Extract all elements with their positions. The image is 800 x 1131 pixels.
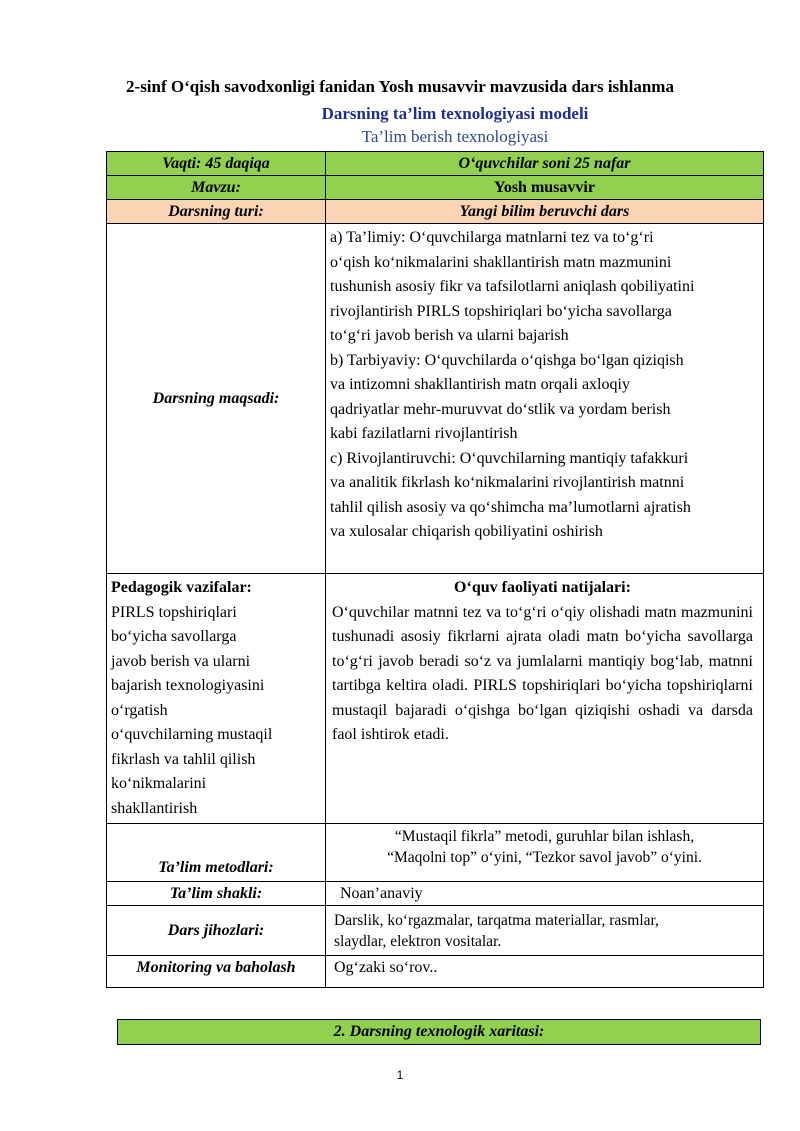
pedagogical-task-line: javob berish va ularni — [111, 652, 251, 670]
learning-results-title: O‘quv faoliyati natijalari: — [454, 579, 631, 596]
equipment-line: Darslik, ko‘rgazmalar, tarqatma materiallar, rasmlar, — [334, 911, 659, 929]
page-number: 1 — [396, 1068, 404, 1082]
pedagogical-task-line: bajarish texnologiyasini — [111, 677, 265, 694]
lesson-type-value: Yangi bilim beruvchi dars — [326, 200, 764, 224]
methods-line: “Maqolni top” o‘yini, “Tezkor savol javob” o‘yini. — [387, 849, 702, 866]
table-row — [107, 574, 764, 824]
goal-line: b) Tarbiyaviy: O‘quvchilarda o‘qishga bo‘lgan qiziqish — [330, 351, 684, 369]
learning-results-cell — [326, 574, 764, 824]
goal-line: qadriyatlar mehr-muruvvat do‘stlik va yordam berish — [330, 400, 671, 418]
equipment-line: slaydlar, elektron vositalar. — [334, 932, 502, 950]
form-label: Ta’lim shakli: — [107, 882, 326, 906]
lesson-model-table — [106, 151, 764, 988]
methods-value — [326, 824, 764, 882]
goal-line: tushunish asosiy fikr va tafsilotlarni aniqlash qobiliyatini — [330, 278, 695, 295]
table-row — [107, 224, 764, 574]
goal-line: a) Ta’limiy: O‘quvchilarga matnlarni tez va to‘g‘ri — [330, 229, 654, 246]
equipment-label: Dars jihozlari: — [107, 906, 326, 956]
pedagogical-task-line: o‘rgatish — [111, 701, 168, 719]
learning-results-text: O‘quvchilar matnni tez va to‘g‘ri o‘qiy olishadi matn mazmunini tushunadi asosiy fikrlarni ajrata oladi matn bo‘yicha savollarga to‘g‘ri javob beradi so‘z va jumlalarni mantiqiy bog‘lab, matnni tartibga keltira oladi. PIRLS topshiriqlari bo‘yicha topshiriqlarni mustaqil bajaradi o‘qishga bo‘lgan qiziqishi oshadi va darsda faol ishtirok etadi. — [332, 603, 753, 743]
form-value: Noan’anaviy — [326, 882, 764, 906]
table-row — [107, 906, 764, 956]
goal-line: va xulosalar chiqarish qobiliyatini oshirish — [330, 523, 603, 540]
table-row — [107, 176, 764, 200]
document-title: 2-sinf O‘qish savodxonligi fanidan Yosh musavvir mavzusida dars ishlanma — [126, 77, 674, 96]
monitoring-value: Og‘zaki so‘rov.. — [326, 956, 764, 988]
methods-label: Ta’lim metodlari: — [107, 824, 326, 882]
equipment-value — [326, 906, 764, 956]
pedagogical-task-line: fikrlash va tahlil qilish — [111, 750, 256, 768]
pedagogical-task-line: ko‘nikmalarini — [111, 775, 207, 792]
pedagogical-task-line: o‘quvchilarning mustaqil — [111, 726, 273, 743]
pedagogical-task-line: shakllantirish — [111, 799, 198, 817]
goal-line: va intizomni shakllantirish matn orqali axloqiy — [330, 376, 630, 393]
pedagogical-task-line: bo‘yicha savollarga — [111, 628, 237, 645]
topic-value: Yosh musavvir — [326, 176, 764, 200]
pedagogical-tasks-title: Pedagogik vazifalar: — [111, 579, 252, 596]
time-cell: Vaqti: 45 daqiqa — [107, 152, 326, 176]
table-row — [107, 882, 764, 906]
topic-label: Mavzu: — [107, 176, 326, 200]
goal-line: c) Rivojlantiruvchi: O‘quvchilarning mantiqiy tafakkuri — [330, 449, 689, 467]
technology-subtitle: Ta’lim berish texnologiyasi — [361, 127, 549, 146]
goal-text — [326, 224, 764, 574]
students-count-cell: O‘quvchilar soni 25 nafar — [326, 152, 764, 176]
table-row — [107, 824, 764, 882]
goal-line: rivojlantirish PIRLS topshiriqlari bo‘yicha savollarga — [330, 302, 672, 320]
goal-line: tahlil qilish asosiy va qo‘shimcha ma’lumotlarni ajratish — [330, 498, 691, 516]
monitoring-label: Monitoring va baholash — [107, 956, 326, 988]
goal-line: o‘qish ko‘nikmalarini shakllantirish matn mazmunini — [330, 253, 672, 271]
methods-line: “Mustaqil fikrla” metodi, guruhlar bilan ishlash, — [394, 828, 695, 845]
model-subtitle: Darsning ta’lim texnologiyasi modeli — [321, 104, 589, 123]
pedagogical-tasks-cell — [107, 574, 326, 824]
table-row — [107, 200, 764, 224]
goal-label: Darsning maqsadi: — [107, 224, 326, 574]
lesson-type-label: Darsning turi: — [107, 200, 326, 224]
goal-line: to‘g‘ri javob berish va ularni bajarish — [330, 327, 569, 344]
goal-line: kabi fazilatlarni rivojlantirish — [330, 425, 518, 442]
table-row — [107, 956, 764, 988]
goal-line: va analitik fikrlash ko‘nikmalarini rivojlantirish matnni — [330, 474, 685, 491]
technological-map-heading: 2. Darsning texnologik xaritasi: — [117, 1019, 761, 1045]
table-row — [107, 152, 764, 176]
pedagogical-task-line: PIRLS topshiriqlari — [111, 603, 237, 621]
